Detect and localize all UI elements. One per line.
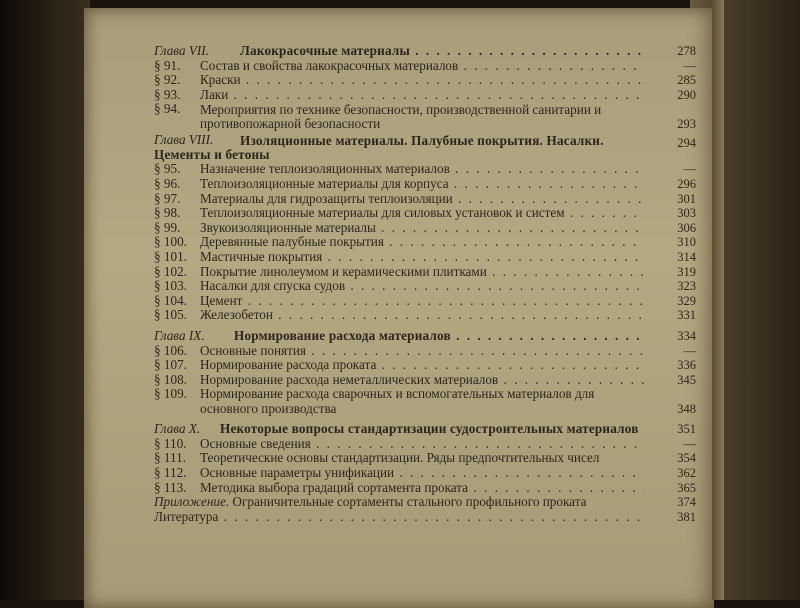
page-gutter xyxy=(712,0,724,600)
section-title: Теплоизоляционные материалы для силовых установок и систем . . . xyxy=(200,206,644,220)
page-number: 306 xyxy=(677,220,696,235)
section-title: Нормирование расхода сварочных и вспомогательных материалов для основного производства xyxy=(200,387,595,416)
section-title: Краски . . . xyxy=(200,73,644,87)
toc-entry xyxy=(154,344,704,359)
toc-entry xyxy=(154,373,704,388)
page-number: 303 xyxy=(677,206,696,221)
chapter-title: Нормирование расхода материалов . . . xyxy=(234,329,644,343)
section-title: Нормирование расхода проката . . . xyxy=(200,358,644,372)
section-title: Нормирование расхода неметаллических материалов . . . xyxy=(200,373,644,387)
section-title: Назначение теплоизоляционных материалов . . . xyxy=(200,162,644,176)
section-number: § 106. xyxy=(154,342,187,358)
toc-entry xyxy=(154,387,704,416)
appendix-title: Ограничительные сортаменты стального профильного проката xyxy=(232,495,587,510)
toc-entry xyxy=(154,177,704,192)
chapter-heading xyxy=(154,133,704,162)
toc-entry xyxy=(154,250,704,265)
toc-entry xyxy=(154,279,704,294)
section-number: § 107. xyxy=(154,357,187,373)
section-number: § 109. xyxy=(154,386,187,402)
section-number: § 100. xyxy=(154,234,187,250)
chapter-label: Глава VIII. xyxy=(154,132,214,148)
page-number: 345 xyxy=(677,372,696,387)
section-number: § 105. xyxy=(154,307,187,323)
literature-entry xyxy=(154,510,704,525)
toc-entry xyxy=(154,162,704,177)
toc-entry xyxy=(154,88,704,103)
section-title: Покрытие линолеумом и керамическими плитками . . . xyxy=(200,265,644,279)
toc-entry xyxy=(154,221,704,236)
section-number: § 99. xyxy=(154,219,181,235)
section-number: § 94. xyxy=(154,101,181,117)
page-number: 362 xyxy=(677,466,696,481)
toc-entry xyxy=(154,466,704,481)
section-title: Мероприятия по технике безопасности, производственной санитарии и противопожарной безопасности xyxy=(200,102,602,131)
section-title: Цемент . . . xyxy=(200,294,644,308)
section-title: Насалки для спуска судов . . . xyxy=(200,279,644,293)
page-number: 381 xyxy=(677,509,696,524)
section-title: Звукоизоляционные материалы . . . xyxy=(200,221,644,235)
toc-entry xyxy=(154,265,704,280)
toc-entry xyxy=(154,358,704,373)
page-number: 301 xyxy=(677,191,696,206)
toc-entry xyxy=(154,451,704,466)
chapter-heading xyxy=(154,329,704,344)
page-number: — xyxy=(683,436,696,451)
section-number: § 91. xyxy=(154,57,181,73)
page-number: 314 xyxy=(677,249,696,264)
section-number: § 112. xyxy=(154,465,187,481)
page-number: — xyxy=(683,58,696,73)
section-title: Состав и свойства лакокрасочных материалов . . . xyxy=(200,59,644,73)
toc-entry xyxy=(154,102,704,131)
page-number: 354 xyxy=(677,451,696,466)
section-title: Деревянные палубные покрытия . . . xyxy=(200,235,644,249)
chapter-label: Глава VII. xyxy=(154,43,209,58)
section-number: § 111. xyxy=(154,450,186,466)
section-number: § 92. xyxy=(154,72,181,88)
toc-entry xyxy=(154,59,704,74)
section-title: Методика выбора градаций сортамента проката . . . xyxy=(200,481,644,495)
appendix-label: Приложение. xyxy=(154,495,230,510)
toc-entry xyxy=(154,73,704,88)
section-title: Основные понятия . . . xyxy=(200,344,644,358)
page-number: 310 xyxy=(677,235,696,250)
toc-entry xyxy=(154,192,704,207)
page-number: 319 xyxy=(677,264,696,279)
page-number: 294 xyxy=(677,135,696,150)
section-number: § 102. xyxy=(154,263,187,279)
chapter-title: Изоляционные материалы. Палубные покрытия. Насалки. Цементы и бетоны xyxy=(154,133,604,162)
appendix-entry xyxy=(154,495,704,510)
toc-entry xyxy=(154,308,704,323)
section-title: Основные сведения . . . xyxy=(200,437,644,451)
section-number: § 97. xyxy=(154,190,181,206)
literature-title: Литература . . . xyxy=(154,510,644,524)
page-number: 365 xyxy=(677,480,696,495)
section-number: § 98. xyxy=(154,205,181,221)
toc-entry xyxy=(154,235,704,250)
section-number: § 110. xyxy=(154,435,187,451)
section-number: § 113. xyxy=(154,479,187,495)
chapter-title: Лакокрасочные материалы . . . xyxy=(240,44,644,58)
page-number: 290 xyxy=(677,87,696,102)
page-number: 374 xyxy=(677,495,696,510)
toc-entry xyxy=(154,481,704,496)
page-number: — xyxy=(683,343,696,358)
page-number: 285 xyxy=(677,73,696,88)
section-number: § 95. xyxy=(154,161,181,177)
section-number: § 103. xyxy=(154,278,187,294)
page-number: 351 xyxy=(677,422,696,437)
section-number: § 96. xyxy=(154,175,181,191)
chapter-heading xyxy=(154,422,704,437)
page-number: 334 xyxy=(677,328,696,343)
section-title: Железобетон . . . xyxy=(200,308,644,322)
section-title: Материалы для гидрозащиты теплоизоляции . . . xyxy=(200,192,644,206)
page-number: 293 xyxy=(677,116,696,131)
section-title: Лаки . . . xyxy=(200,88,644,102)
page-number: 296 xyxy=(677,176,696,191)
page-number: 331 xyxy=(677,308,696,323)
page-number: 323 xyxy=(677,279,696,294)
chapter-heading xyxy=(154,44,704,59)
section-number: § 93. xyxy=(154,86,181,102)
page-number: 336 xyxy=(677,358,696,373)
page-number: 348 xyxy=(677,401,696,416)
toc-entry xyxy=(154,206,704,221)
page-number: 278 xyxy=(677,44,696,58)
chapter-label: Глава IX. xyxy=(154,327,205,343)
chapter-label: Глава X. xyxy=(154,421,201,437)
toc-entry xyxy=(154,294,704,309)
table-of-contents xyxy=(154,42,704,524)
section-number: § 104. xyxy=(154,292,187,308)
section-title: Мастичные покрытия . . . xyxy=(200,250,644,264)
toc-entry xyxy=(154,437,704,452)
section-title: Основные параметры унификации . . . xyxy=(200,466,644,480)
section-number: § 108. xyxy=(154,371,187,387)
section-title: Теоретические основы стандартизации. Ряды предпочтительных чисел xyxy=(200,451,600,466)
page-number: — xyxy=(683,162,696,177)
section-number: § 101. xyxy=(154,248,187,264)
page-number: 329 xyxy=(677,293,696,308)
section-title: Теплоизоляционные материалы для корпуса . . . xyxy=(200,177,644,191)
chapter-title: Некоторые вопросы стандартизации судостроительных материалов xyxy=(220,422,639,437)
dark-background-left xyxy=(0,0,90,600)
